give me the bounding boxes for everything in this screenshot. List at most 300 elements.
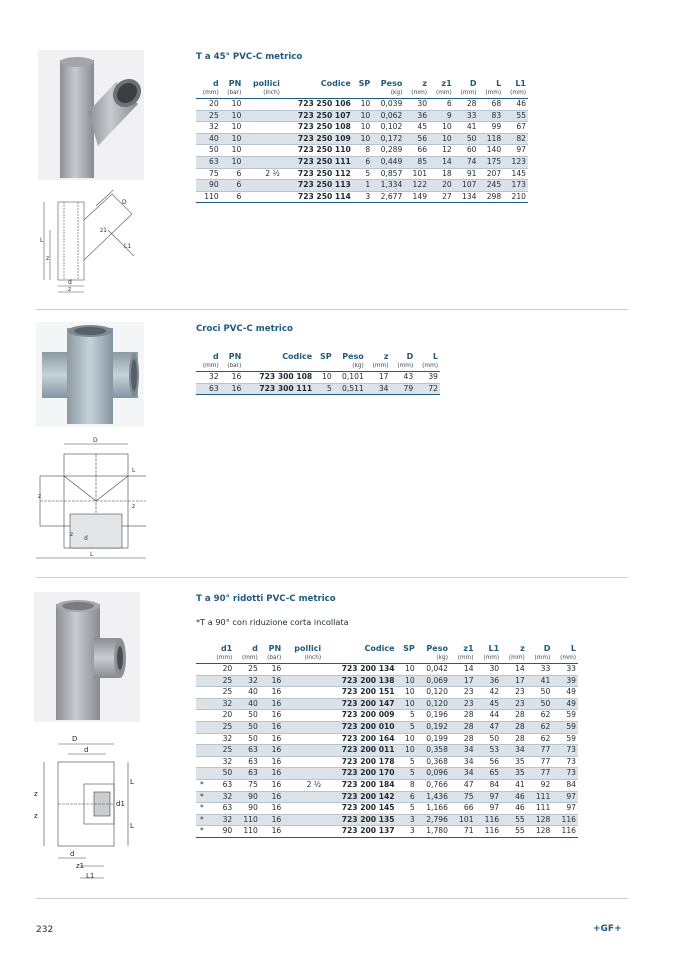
unit-cell: (inch): [304, 655, 322, 661]
table-cell: 17: [501, 675, 527, 687]
col-d: d: [212, 352, 219, 361]
table-cell: 97: [476, 791, 502, 803]
tee-90-label-L-right: L: [130, 822, 134, 830]
table-cell: 3: [397, 826, 417, 838]
table-row: [196, 733, 578, 745]
table-cell: 0,196: [417, 710, 450, 722]
table-cell: 145: [503, 168, 528, 180]
table-cell: 45: [476, 698, 502, 710]
table-cell: 55: [503, 110, 528, 122]
table-cell: 17: [366, 372, 391, 384]
table-cell: 20: [209, 710, 235, 722]
table-cell: 723 200 147: [323, 698, 396, 710]
table-cell: 47: [450, 779, 476, 791]
table-cell: 63: [234, 745, 260, 757]
table-cell: 45: [404, 122, 429, 134]
unit-cell: [353, 89, 372, 99]
table-cell: 723 250 107: [282, 110, 353, 122]
unit-cell: (bar): [227, 363, 242, 369]
table-cell: 25: [196, 110, 221, 122]
table-cell: [196, 664, 209, 676]
col-mark: [196, 643, 209, 654]
table-cell: 75: [450, 791, 476, 803]
table-cell: 10: [397, 745, 417, 757]
unit-cell: (mm): [508, 655, 525, 661]
table-cell: 83: [478, 110, 503, 122]
table-cell: 66: [450, 803, 476, 815]
unit-cell: (mm): [460, 90, 477, 96]
unit-cell: (mm): [510, 90, 526, 96]
table-cell: 723 200 164: [323, 733, 396, 745]
col-codice: Codice: [320, 79, 351, 88]
unit-cell: (mm): [372, 363, 389, 369]
col-pollici: pollici: [252, 79, 280, 88]
table-cell: 62: [527, 710, 553, 722]
col-sp: SP: [403, 644, 415, 653]
table-cell: 49: [552, 687, 578, 699]
table-cell: 46: [503, 99, 528, 111]
table-cell: [283, 826, 323, 838]
cross-table-body: [196, 372, 440, 395]
table-cell: 1,166: [417, 803, 450, 815]
col-L1: L1: [488, 644, 500, 653]
section-divider: [36, 577, 628, 578]
table-cell: 18: [429, 168, 454, 180]
tee-90-title: T a 90° ridotti PVC-C metrico: [196, 594, 336, 604]
table-cell: 723 250 112: [282, 168, 353, 180]
table-cell: 62: [527, 721, 553, 733]
table-cell: 173: [503, 180, 528, 192]
col-z1: z1: [463, 644, 474, 653]
cross-photo: [36, 322, 144, 427]
table-cell: 56: [404, 133, 429, 145]
table-cell: 46: [501, 791, 527, 803]
table-cell: 40: [196, 133, 221, 145]
table-cell: 5: [397, 756, 417, 768]
table-cell: 10: [397, 687, 417, 699]
table-cell: 59: [552, 710, 578, 722]
unit-cell: (mm): [483, 655, 500, 661]
unit-cell: (mm): [435, 90, 452, 96]
table-cell: 42: [476, 687, 502, 699]
table-cell: 723 250 109: [282, 133, 353, 145]
table-cell: 10: [221, 110, 244, 122]
table-cell: 63: [196, 156, 221, 168]
table-cell: [283, 768, 323, 780]
table-cell: 16: [260, 745, 283, 757]
cross-label-z-left: z: [38, 493, 42, 500]
table-cell: 65: [476, 768, 502, 780]
col-D: D: [469, 79, 477, 88]
col-peso: Peso: [342, 352, 364, 361]
table-cell: 723 250 113: [282, 180, 353, 192]
table-cell: 32: [209, 756, 235, 768]
table-cell: 36: [476, 675, 502, 687]
table-cell: 0,039: [372, 99, 404, 111]
tee-90-label-d-bottom: d: [70, 850, 75, 858]
cross-title: Croci PVC-C metrico: [196, 324, 293, 334]
col-codice: Codice: [282, 352, 313, 361]
table-cell: 35: [501, 756, 527, 768]
table-cell: 41: [454, 122, 479, 134]
table-row: [196, 168, 528, 180]
table-cell: 723 200 135: [323, 814, 396, 826]
table-cell: 1,334: [372, 180, 404, 192]
table-cell: 723 200 184: [323, 779, 396, 791]
table-cell: [196, 756, 209, 768]
table-cell: 16: [260, 803, 283, 815]
tee-45-drawing: [38, 190, 148, 295]
table-cell: 16: [221, 372, 244, 384]
col-pn: PN: [268, 644, 282, 653]
table-cell: 97: [476, 803, 502, 815]
table-cell: 75: [196, 168, 221, 180]
table-cell: 10: [397, 675, 417, 687]
cross-units-row: [196, 362, 440, 372]
table-cell: 16: [260, 664, 283, 676]
table-cell: [196, 710, 209, 722]
col-sp: SP: [358, 79, 371, 88]
table-cell: 10: [429, 122, 454, 134]
table-cell: *: [196, 803, 209, 815]
table-cell: 2 ½: [283, 779, 323, 791]
unit-cell: (mm): [202, 363, 219, 369]
table-cell: 10: [397, 664, 417, 676]
table-cell: 723 200 145: [323, 803, 396, 815]
unit-cell: (mm): [202, 90, 219, 96]
cross-table: [196, 351, 440, 395]
table-cell: 90: [234, 791, 260, 803]
table-cell: 84: [552, 779, 578, 791]
table-cell: *: [196, 814, 209, 826]
table-cell: 5: [397, 768, 417, 780]
table-cell: 28: [450, 733, 476, 745]
table-cell: 723 200 009: [323, 710, 396, 722]
table-cell: 245: [478, 180, 503, 192]
table-cell: 0,766: [417, 779, 450, 791]
table-cell: 85: [404, 156, 429, 168]
unit-cell: (bar): [267, 655, 282, 661]
table-cell: 110: [196, 191, 221, 203]
table-row: [196, 698, 578, 710]
table-row: [196, 664, 578, 676]
table-cell: 0,368: [417, 756, 450, 768]
tee-45-label-d: d: [68, 279, 72, 286]
tee-90-label-D: D: [72, 735, 78, 743]
table-cell: [283, 721, 323, 733]
table-cell: 128: [527, 826, 553, 838]
table-cell: 10: [353, 122, 372, 134]
table-cell: 116: [552, 826, 578, 838]
tee-45-photo: [38, 50, 144, 180]
table-row: [196, 372, 440, 384]
unit-cell: (mm): [216, 655, 233, 661]
table-cell: [196, 768, 209, 780]
table-row: [196, 133, 528, 145]
table-cell: 0,120: [417, 687, 450, 699]
table-row: [196, 191, 528, 203]
col-d: d: [212, 79, 219, 88]
table-row: [196, 721, 578, 733]
tee-90-label-d1: d1: [116, 800, 125, 808]
col-d1: d1: [220, 644, 233, 653]
table-cell: 0,449: [372, 156, 404, 168]
tee-45-table: [196, 78, 528, 203]
table-cell: 28: [501, 721, 527, 733]
table-cell: 1: [353, 180, 372, 192]
table-row: [196, 145, 528, 157]
table-cell: 60: [454, 145, 479, 157]
table-cell: 25: [209, 745, 235, 757]
table-row: [196, 826, 578, 838]
table-cell: [283, 803, 323, 815]
table-cell: 0,096: [417, 768, 450, 780]
gf-logo: +GF+: [593, 924, 622, 934]
table-cell: 50: [454, 133, 479, 145]
unit-cell: (kg): [352, 363, 364, 369]
table-cell: 5: [397, 803, 417, 815]
tee-45-label-z-bottom: z: [68, 286, 72, 293]
col-pn: PN: [228, 79, 242, 88]
table-cell: 33: [552, 664, 578, 676]
table-cell: 0,857: [372, 168, 404, 180]
table-cell: 6: [397, 791, 417, 803]
table-cell: 90: [196, 180, 221, 192]
section-divider: [36, 309, 628, 310]
table-cell: [283, 791, 323, 803]
table-cell: 0,172: [372, 133, 404, 145]
table-cell: 63: [234, 756, 260, 768]
table-cell: 0,358: [417, 745, 450, 757]
table-cell: 2 ½: [243, 168, 282, 180]
table-cell: 0,199: [417, 733, 450, 745]
table-cell: 44: [476, 710, 502, 722]
tee-45-label-L1: L1: [124, 243, 132, 250]
table-cell: 14: [429, 156, 454, 168]
table-cell: 32: [196, 372, 221, 384]
table-cell: 20: [196, 99, 221, 111]
table-cell: 72: [415, 383, 440, 395]
table-cell: 47: [476, 721, 502, 733]
table-cell: 16: [260, 814, 283, 826]
table-cell: 23: [501, 687, 527, 699]
table-cell: [196, 675, 209, 687]
table-row: [196, 675, 578, 687]
cross-label-L: L: [132, 467, 136, 474]
table-cell: 73: [552, 768, 578, 780]
unit-cell: (kg): [390, 90, 403, 96]
table-cell: [243, 180, 282, 192]
table-row: [196, 710, 578, 722]
table-cell: 50: [476, 733, 502, 745]
table-cell: 10: [221, 133, 244, 145]
table-row: [196, 756, 578, 768]
table-cell: 40: [234, 687, 260, 699]
col-z: z: [422, 79, 428, 88]
table-cell: [283, 675, 323, 687]
table-row: [196, 180, 528, 192]
table-cell: [283, 687, 323, 699]
table-cell: 5: [353, 168, 372, 180]
table-cell: 41: [527, 675, 553, 687]
table-cell: 63: [209, 779, 235, 791]
tee-45-title: T a 45° PVC-C metrico: [196, 52, 303, 62]
tee-90-subtitle: *T a 90° con riduzione corta incollata: [196, 617, 349, 627]
unit-cell: (mm): [534, 655, 551, 661]
table-cell: 34: [450, 768, 476, 780]
table-cell: 50: [234, 721, 260, 733]
tee-90-header-row: [196, 643, 578, 654]
col-L: L: [496, 79, 502, 88]
table-cell: 723 300 111: [243, 383, 314, 395]
table-cell: [243, 133, 282, 145]
table-cell: 46: [501, 803, 527, 815]
unit-cell: [282, 89, 353, 99]
table-cell: 16: [260, 710, 283, 722]
table-cell: 17: [450, 675, 476, 687]
table-cell: 91: [454, 168, 479, 180]
unit-cell: [314, 362, 333, 372]
table-cell: 1,436: [417, 791, 450, 803]
cross-header-row: [196, 351, 440, 362]
table-cell: 0,101: [334, 372, 366, 384]
table-cell: 14: [450, 664, 476, 676]
table-cell: 49: [552, 698, 578, 710]
col-z: z: [383, 352, 389, 361]
table-cell: 30: [476, 664, 502, 676]
table-cell: 32: [209, 698, 235, 710]
table-cell: 28: [450, 721, 476, 733]
table-cell: 40: [234, 698, 260, 710]
table-cell: 50: [209, 768, 235, 780]
col-L: L: [570, 644, 576, 653]
col-pollici: pollici: [294, 644, 322, 653]
table-cell: 27: [429, 191, 454, 203]
table-cell: 16: [260, 779, 283, 791]
table-cell: 20: [209, 664, 235, 676]
table-cell: 128: [527, 814, 553, 826]
table-row: [196, 687, 578, 699]
tee-45-units-row: [196, 89, 528, 99]
unit-cell: (mm): [560, 655, 576, 661]
table-cell: [196, 733, 209, 745]
table-cell: [243, 191, 282, 203]
cross-label-z-bottom: z: [70, 531, 74, 538]
table-cell: 107: [454, 180, 479, 192]
table-cell: 723 300 108: [243, 372, 314, 384]
table-cell: 0,102: [372, 122, 404, 134]
table-cell: 0,120: [417, 698, 450, 710]
unit-cell: [243, 362, 314, 372]
table-cell: 16: [260, 791, 283, 803]
table-cell: 73: [552, 756, 578, 768]
table-cell: 50: [234, 710, 260, 722]
unit-cell: (inch): [263, 90, 280, 96]
table-cell: 41: [501, 779, 527, 791]
table-cell: 210: [503, 191, 528, 203]
table-cell: 74: [454, 156, 479, 168]
col-z: z: [520, 644, 525, 653]
unit-cell: (mm): [485, 90, 502, 96]
table-cell: 16: [260, 687, 283, 699]
table-cell: 25: [234, 664, 260, 676]
table-cell: [243, 122, 282, 134]
tee-90-label-L1: L1: [86, 872, 95, 880]
table-cell: 28: [450, 710, 476, 722]
table-cell: 23: [501, 698, 527, 710]
table-cell: 34: [501, 745, 527, 757]
table-cell: 723 250 111: [282, 156, 353, 168]
table-cell: 97: [503, 145, 528, 157]
table-cell: 111: [527, 791, 553, 803]
table-cell: 39: [552, 675, 578, 687]
table-cell: 118: [478, 133, 503, 145]
table-cell: 101: [404, 168, 429, 180]
tee-90-units-row: [196, 654, 578, 664]
table-cell: 9: [429, 110, 454, 122]
table-cell: [196, 698, 209, 710]
table-cell: [283, 745, 323, 757]
table-cell: 28: [454, 99, 479, 111]
table-cell: 3: [397, 814, 417, 826]
tee-90-label-L-top: L: [130, 778, 134, 786]
table-cell: 32: [209, 814, 235, 826]
table-cell: 53: [476, 745, 502, 757]
col-D: D: [406, 352, 414, 361]
table-cell: 25: [209, 687, 235, 699]
table-cell: 43: [391, 372, 416, 384]
table-cell: 10: [353, 110, 372, 122]
table-cell: 63: [196, 383, 221, 395]
table-cell: [243, 145, 282, 157]
table-cell: [196, 721, 209, 733]
unit-cell: [323, 654, 396, 664]
table-cell: 10: [221, 99, 244, 111]
table-cell: 90: [234, 803, 260, 815]
table-cell: 123: [503, 156, 528, 168]
table-cell: *: [196, 826, 209, 838]
table-cell: 97: [552, 803, 578, 815]
table-cell: 12: [429, 145, 454, 157]
col-L: L: [432, 352, 438, 361]
cross-label-d: d: [84, 535, 88, 542]
table-cell: 101: [450, 814, 476, 826]
table-cell: [283, 664, 323, 676]
table-cell: 10: [397, 733, 417, 745]
col-codice: Codice: [364, 644, 395, 653]
unit-cell: (kg): [436, 655, 448, 661]
table-cell: *: [196, 791, 209, 803]
table-cell: 723 250 114: [282, 191, 353, 203]
table-cell: 723 200 178: [323, 756, 396, 768]
table-cell: 33: [527, 664, 553, 676]
table-cell: *: [196, 779, 209, 791]
unit-cell: [196, 654, 209, 664]
table-row: [196, 791, 578, 803]
table-cell: 10: [397, 698, 417, 710]
table-cell: 298: [478, 191, 503, 203]
col-peso: Peso: [380, 79, 403, 88]
table-cell: 5: [397, 721, 417, 733]
table-cell: 0,069: [417, 675, 450, 687]
table-cell: 6: [429, 99, 454, 111]
table-cell: 63: [209, 803, 235, 815]
table-cell: 723 200 151: [323, 687, 396, 699]
unit-cell: (mm): [422, 363, 438, 369]
col-pn: PN: [228, 352, 242, 361]
unit-cell: (bar): [227, 90, 242, 96]
table-cell: 36: [404, 110, 429, 122]
